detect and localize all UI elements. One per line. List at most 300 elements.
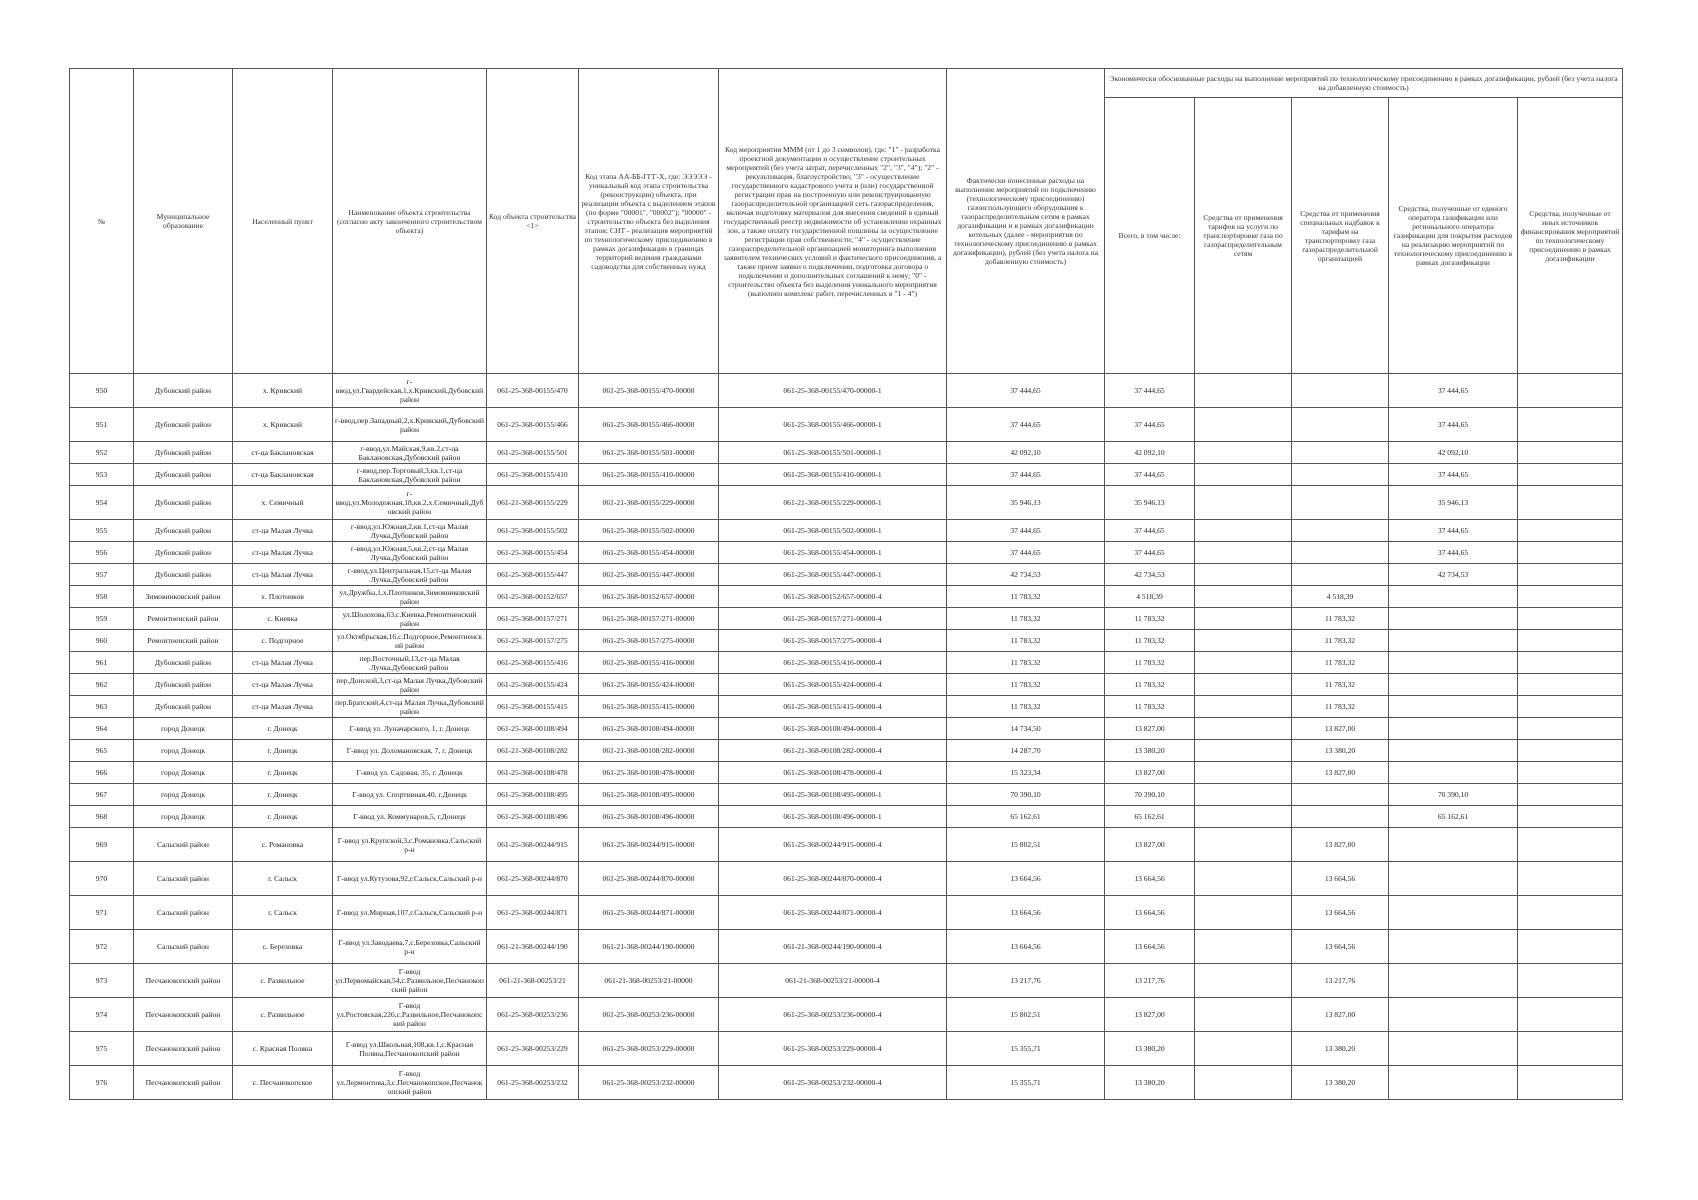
cell-markup: 11 783,32 (1292, 630, 1389, 652)
cell-set: ст-ца Баклановская (233, 464, 333, 486)
cell-no: 964 (70, 718, 134, 740)
cell-tariff (1195, 442, 1292, 464)
cell-total: 42 734,53 (1105, 564, 1195, 586)
cell-no: 959 (70, 608, 134, 630)
cell-other (1518, 442, 1623, 464)
cell-set: с. Развильное (233, 964, 333, 998)
cell-mun: город Донецк (134, 806, 233, 828)
table-row (70, 1032, 1623, 1066)
cell-tariff (1195, 740, 1292, 762)
cell-tariff (1195, 520, 1292, 542)
cell-mun: Сальский район (134, 930, 233, 964)
cell-operator (1389, 930, 1518, 964)
cell-markup: 13 827,00 (1292, 998, 1389, 1032)
gasification-costs-table (69, 68, 1623, 1100)
cell-mun: Дубовский район (134, 442, 233, 464)
cell-operator: 37 444,65 (1389, 374, 1518, 408)
cell-event: 061-25-368-00253/232-00000-4 (719, 1066, 947, 1100)
cell-obj: 061-25-368-00155/447 (487, 564, 579, 586)
cell-tariff (1195, 374, 1292, 408)
cell-name: Г-ввод ул. Садовая, 35, г. Донецк (333, 762, 487, 784)
cell-stage: 061-21-368-00244/190-00000 (579, 930, 719, 964)
cell-markup: 13 827,00 (1292, 828, 1389, 862)
cell-operator (1389, 652, 1518, 674)
cell-markup (1292, 486, 1389, 520)
cell-mun: Дубовский район (134, 542, 233, 564)
cell-obj: 061-25-368-00244/870 (487, 862, 579, 896)
cell-stage: 061-21-368-00108/282-00000 (579, 740, 719, 762)
cell-set: с. Подгорное (233, 630, 333, 652)
cell-set: ст-ца Малая Лучка (233, 696, 333, 718)
cell-no: 971 (70, 896, 134, 930)
cell-name: Г-ввод ул. Луначарского, 1, г. Донецк (333, 718, 487, 740)
cell-stage: 061-25-368-00253/232-00000 (579, 1066, 719, 1100)
cell-obj: 061-25-368-00108/495 (487, 784, 579, 806)
cell-obj: 061-25-368-00244/871 (487, 896, 579, 930)
cell-actual: 14 287,70 (947, 740, 1105, 762)
cell-markup (1292, 464, 1389, 486)
cell-markup: 13 664,56 (1292, 896, 1389, 930)
cell-other (1518, 586, 1623, 608)
cell-stage: 061-25-368-00157/271-00000 (579, 608, 719, 630)
cell-mun: Сальский район (134, 828, 233, 862)
table-row (70, 520, 1623, 542)
cell-event: 061-25-368-00253/229-00000-4 (719, 1032, 947, 1066)
cell-no: 969 (70, 828, 134, 862)
cell-event: 061-25-368-00155/415-00000-4 (719, 696, 947, 718)
cell-mun: город Донецк (134, 740, 233, 762)
cell-tariff (1195, 586, 1292, 608)
cell-tariff (1195, 1066, 1292, 1100)
table-row (70, 542, 1623, 564)
cell-total: 13 664,56 (1105, 862, 1195, 896)
cell-event: 061-25-368-00108/478-00000-4 (719, 762, 947, 784)
cell-markup: 13 380,20 (1292, 1032, 1389, 1066)
cell-mun: Сальский район (134, 862, 233, 896)
cell-event: 061-21-368-00108/282-00000-4 (719, 740, 947, 762)
cell-event: 061-25-368-00108/495-00000-1 (719, 784, 947, 806)
cell-event: 061-25-368-00108/496-00000-1 (719, 806, 947, 828)
cell-event: 061-25-368-00244/870-00000-4 (719, 862, 947, 896)
cell-other (1518, 862, 1623, 896)
table-row (70, 930, 1623, 964)
cell-total: 13 827,00 (1105, 828, 1195, 862)
cell-set: с. Развильное (233, 998, 333, 1032)
cell-name: пер.Братский,4,ст-ца Малая Лучка,Дубовский район (333, 696, 487, 718)
cell-other (1518, 1032, 1623, 1066)
cell-operator: 70 390,10 (1389, 784, 1518, 806)
cell-no: 957 (70, 564, 134, 586)
cell-stage: 061-25-368-00157/275-00000 (579, 630, 719, 652)
col-header-stage-code: Код этапа АА-ББ-ГГГ-Х, где: ЭЭЭЭЭ - уникальный код этапа строительства (реконструкции) объекта, при реализации объекта с выделением этапов (по форме "00001", "00002"); "00000" - строительство объекта без выделения этапов; СНТ - реализация мероприятий по технологическому присоединению в рамках догазификации в границах территорий ведения гражданами садоводства для собственных нужд (579, 69, 719, 374)
cell-mun: Дубовский район (134, 696, 233, 718)
cell-mun: Дубовский район (134, 652, 233, 674)
table-row (70, 896, 1623, 930)
cell-tariff (1195, 784, 1292, 806)
cell-tariff (1195, 674, 1292, 696)
cell-mun: Дубовский район (134, 464, 233, 486)
cell-markup: 11 783,32 (1292, 674, 1389, 696)
cell-no: 968 (70, 806, 134, 828)
cell-set: х. Кривский (233, 374, 333, 408)
cell-mun: Песчанокопский район (134, 1066, 233, 1100)
cell-mun: город Донецк (134, 762, 233, 784)
cell-other (1518, 652, 1623, 674)
cell-other (1518, 998, 1623, 1032)
cell-operator (1389, 630, 1518, 652)
cell-other (1518, 520, 1623, 542)
cell-other (1518, 762, 1623, 784)
cell-no: 967 (70, 784, 134, 806)
cell-total: 37 444,65 (1105, 520, 1195, 542)
cell-no: 956 (70, 542, 134, 564)
cell-obj: 061-25-368-00244/915 (487, 828, 579, 862)
cell-markup: 13 664,56 (1292, 862, 1389, 896)
cell-actual: 14 734,50 (947, 718, 1105, 740)
cell-set: г. Донецк (233, 806, 333, 828)
cell-tariff (1195, 806, 1292, 828)
cell-mun: Дубовский район (134, 374, 233, 408)
cell-total: 37 444,65 (1105, 464, 1195, 486)
cell-event: 061-21-368-00253/21-00000-4 (719, 964, 947, 998)
cell-actual: 15 355,71 (947, 1032, 1105, 1066)
table-row (70, 964, 1623, 998)
cell-set: г. Донецк (233, 762, 333, 784)
cell-mun: Песчанокопский район (134, 998, 233, 1032)
cell-name: г-ввод,ул.Молодежная,18,кв.2,х.Семичный,Дубовский район (333, 486, 487, 520)
cell-set: с. Киевка (233, 608, 333, 630)
col-header-municipality: Муниципальное образование (134, 69, 233, 374)
cell-no: 974 (70, 998, 134, 1032)
cell-stage: 061-25-368-00253/229-00000 (579, 1032, 719, 1066)
cell-event: 061-25-368-00152/657-00000-4 (719, 586, 947, 608)
table-row (70, 828, 1623, 862)
cell-stage: 061-25-368-00244/871-00000 (579, 896, 719, 930)
cell-name: Г-ввод ул.Заводаева,7,с.Березовка,Сальский р-н (333, 930, 487, 964)
cell-total: 11 783,32 (1105, 630, 1195, 652)
cell-tariff (1195, 542, 1292, 564)
cell-tariff (1195, 1032, 1292, 1066)
cell-set: с. Романовка (233, 828, 333, 862)
cell-set: ст-ца Малая Лучка (233, 564, 333, 586)
cell-obj: 061-25-368-00155/424 (487, 674, 579, 696)
cell-total: 13 380,20 (1105, 740, 1195, 762)
cell-total: 13 827,00 (1105, 762, 1195, 784)
cell-total: 11 783,32 (1105, 652, 1195, 674)
cell-event: 061-25-368-00155/502-00000-1 (719, 520, 947, 542)
cell-markup (1292, 374, 1389, 408)
cell-operator (1389, 1032, 1518, 1066)
cell-mun: Дубовский район (134, 674, 233, 696)
table-row (70, 862, 1623, 896)
cell-markup (1292, 408, 1389, 442)
table-row (70, 652, 1623, 674)
table-row (70, 784, 1623, 806)
cell-markup (1292, 806, 1389, 828)
cell-set: х. Кривский (233, 408, 333, 442)
cell-no: 954 (70, 486, 134, 520)
cell-name: Г-ввод ул. Доломановская, 7, г. Донецк (333, 740, 487, 762)
cell-stage: 061-25-368-00155/501-00000 (579, 442, 719, 464)
cell-no: 973 (70, 964, 134, 998)
cell-actual: 13 664,56 (947, 930, 1105, 964)
cell-event: 061-25-368-00155/470-00000-1 (719, 374, 947, 408)
cell-mun: Дубовский район (134, 520, 233, 542)
cell-markup: 13 827,00 (1292, 718, 1389, 740)
cell-markup: 13 217,76 (1292, 964, 1389, 998)
cell-stage: 061-25-368-00155/454-00000 (579, 542, 719, 564)
table-row (70, 630, 1623, 652)
cell-set: с. Березовка (233, 930, 333, 964)
cell-operator (1389, 586, 1518, 608)
cell-actual: 15 802,51 (947, 998, 1105, 1032)
cell-stage: 061-21-368-00155/229-00000 (579, 486, 719, 520)
cell-actual: 13 217,76 (947, 964, 1105, 998)
table-row (70, 586, 1623, 608)
cell-no: 976 (70, 1066, 134, 1100)
cell-name: Г-ввод ул. Коммунаров,5, г.Донецк (333, 806, 487, 828)
cell-other (1518, 408, 1623, 442)
cell-total: 13 664,56 (1105, 896, 1195, 930)
cell-total: 13 217,76 (1105, 964, 1195, 998)
table-row (70, 442, 1623, 464)
cell-name: Г-ввод ул.Крупской,3,с.Романовка,Сальский р-н (333, 828, 487, 862)
cell-set: г. Донецк (233, 740, 333, 762)
cell-event: 061-25-368-00244/871-00000-4 (719, 896, 947, 930)
cell-tariff (1195, 896, 1292, 930)
cell-no: 951 (70, 408, 134, 442)
cell-actual: 42 734,53 (947, 564, 1105, 586)
cell-obj: 061-25-368-00253/236 (487, 998, 579, 1032)
cell-name: г-ввод,ул.Южная,2,кв.1,ст-ца Малая Лучка,Дубовский район (333, 520, 487, 542)
cell-other (1518, 608, 1623, 630)
cell-other (1518, 464, 1623, 486)
cell-operator: 35 946,13 (1389, 486, 1518, 520)
cell-total: 11 783,32 (1105, 674, 1195, 696)
cell-stage: 061-25-368-00152/657-00000 (579, 586, 719, 608)
cell-obj: 061-21-368-00155/229 (487, 486, 579, 520)
cell-event: 061-25-368-00155/416-00000-4 (719, 652, 947, 674)
cell-event: 061-25-368-00155/454-00000-1 (719, 542, 947, 564)
cell-set: х. Семичный (233, 486, 333, 520)
cell-markup (1292, 520, 1389, 542)
cell-name: Г-ввод ул.Мирная,107,г.Сальск,Сальский р-н (333, 896, 487, 930)
cell-tariff (1195, 964, 1292, 998)
cell-markup: 11 783,32 (1292, 652, 1389, 674)
cell-actual: 37 444,65 (947, 374, 1105, 408)
cell-name: ул.Октябрьская,16,с.Подгорное,Ремонтненский район (333, 630, 487, 652)
cell-mun: город Донецк (134, 718, 233, 740)
cell-stage: 061-25-368-00155/502-00000 (579, 520, 719, 542)
cell-set: ст-ца Малая Лучка (233, 674, 333, 696)
cell-name: пер.Восточный,13,ст-ца Малая Лучка,Дубовский район (333, 652, 487, 674)
cell-total: 65 162,61 (1105, 806, 1195, 828)
cell-other (1518, 630, 1623, 652)
cell-name: г-ввод,ул.Центральная,15,ст-ца Малая Лучка,Дубовский район (333, 564, 487, 586)
cell-operator (1389, 964, 1518, 998)
cell-actual: 13 664,56 (947, 862, 1105, 896)
cell-other (1518, 806, 1623, 828)
cell-actual: 37 444,65 (947, 542, 1105, 564)
cell-actual: 11 783,32 (947, 586, 1105, 608)
cell-name: г-ввод,ул.Гвардейская,1,х.Кривский,Дубовский район (333, 374, 487, 408)
cell-other (1518, 564, 1623, 586)
table-row (70, 674, 1623, 696)
cell-stage: 061-25-368-00108/494-00000 (579, 718, 719, 740)
cell-tariff (1195, 696, 1292, 718)
cell-other (1518, 674, 1623, 696)
table-row (70, 408, 1623, 442)
cell-name: Г-ввод ул.Кутузова,92,г.Сальск,Сальский р-н (333, 862, 487, 896)
cell-tariff (1195, 464, 1292, 486)
table-row (70, 564, 1623, 586)
cell-obj: 061-25-368-00155/466 (487, 408, 579, 442)
cell-actual: 11 783,32 (947, 608, 1105, 630)
cell-set: х. Плотников (233, 586, 333, 608)
cell-name: ул.Шолохова,63,с.Киевка,Ремонтненский район (333, 608, 487, 630)
cell-actual: 11 783,32 (947, 696, 1105, 718)
cell-name: Г-ввод ул.Ростовская,226,с.Развильное,Песчанокопский район (333, 998, 487, 1032)
cell-set: г. Донецк (233, 718, 333, 740)
cell-operator: 42 734,53 (1389, 564, 1518, 586)
cell-total: 13 664,56 (1105, 930, 1195, 964)
cell-obj: 061-25-368-00155/415 (487, 696, 579, 718)
col-header-event-code: Код мероприятия МММ (от 1 до 3 символов), где: "1" - разработка проектной документации и осуществление строительных мероприятий (без учета затрат, перечисленных "2", "3", "4"); "2" - рекультивация, благоустройство; "3" - осуществление государственного кадастрового учета и (или) государственной регистрации прав на построенную или реконструированную газораспределительной организацией сеть газораспределения, включая подготовку материалов для внесения сведений в единый государственный реестр недвижимости об установлении охранных зон, а также оплату государственной пошлины за осуществление регистрации прав собственности; "4" - осуществление газораспределительной организацией мониторинга выполнения заявителем технических условий и фактического присоединения, а также прием заявки о подключении, подготовка договора о подключении и дополнительных соглашений к нему; "0" - строительство объекта без выделения уникального мероприятия (выполнен комплекс работ, перечисленных в "1 - 4") (719, 69, 947, 374)
cell-no: 960 (70, 630, 134, 652)
cell-name: Г-ввод ул.Лермонтова,3,с.Песчанокопское,Песчанокопский район (333, 1066, 487, 1100)
cell-stage: 061-25-368-00155/410-00000 (579, 464, 719, 486)
cell-total: 13 827,00 (1105, 998, 1195, 1032)
cell-obj: 061-25-368-00108/494 (487, 718, 579, 740)
cell-markup (1292, 564, 1389, 586)
cell-set: с. Красная Поляна (233, 1032, 333, 1066)
cell-set: г. Сальск (233, 862, 333, 896)
cell-set: ст-ца Баклановская (233, 442, 333, 464)
cell-actual: 13 664,56 (947, 896, 1105, 930)
cell-tariff (1195, 762, 1292, 784)
cell-set: ст-ца Малая Лучка (233, 520, 333, 542)
cell-operator (1389, 762, 1518, 784)
col-header-other: Средства, полученные от иных источников финансирования мероприятий по технологическому присоединению в рамках догазификации (1518, 98, 1623, 374)
cell-stage: 061-25-368-00108/495-00000 (579, 784, 719, 806)
cell-no: 952 (70, 442, 134, 464)
cell-set: с. Песчанокопское (233, 1066, 333, 1100)
cell-total: 37 444,65 (1105, 542, 1195, 564)
cell-set: ст-ца Малая Лучка (233, 542, 333, 564)
cell-stage: 061-25-368-00244/915-00000 (579, 828, 719, 862)
cell-total: 37 444,65 (1105, 408, 1195, 442)
cell-operator (1389, 608, 1518, 630)
cell-set: г. Донецк (233, 784, 333, 806)
cell-actual: 35 946,13 (947, 486, 1105, 520)
cell-no: 963 (70, 696, 134, 718)
cell-other (1518, 828, 1623, 862)
cell-event: 061-25-368-00155/410-00000-1 (719, 464, 947, 486)
cell-operator (1389, 740, 1518, 762)
cell-event: 061-25-368-00155/466-00000-1 (719, 408, 947, 442)
cell-tariff (1195, 486, 1292, 520)
cell-obj: 061-25-368-00108/496 (487, 806, 579, 828)
table-row (70, 806, 1623, 828)
cell-tariff (1195, 630, 1292, 652)
cell-other (1518, 1066, 1623, 1100)
cell-total: 42 092,10 (1105, 442, 1195, 464)
cell-other (1518, 896, 1623, 930)
cell-set: ст-ца Малая Лучка (233, 652, 333, 674)
col-header-object-name: Наименование объекта строительства (согласно акту законченного строительством объекта) (333, 69, 487, 374)
cell-event: 061-25-368-00155/424-00000-4 (719, 674, 947, 696)
cell-name: г-ввод,пер.Торговый,3,кв.1,ст-ца Баклановская,Дубовский район (333, 464, 487, 486)
cell-stage: 061-21-368-00253/21-00000 (579, 964, 719, 998)
cell-operator (1389, 896, 1518, 930)
cell-tariff (1195, 828, 1292, 862)
cell-stage: 061-25-368-00253/236-00000 (579, 998, 719, 1032)
cell-stage: 061-25-368-00155/416-00000 (579, 652, 719, 674)
cell-tariff (1195, 408, 1292, 442)
cell-obj: 061-21-368-00253/21 (487, 964, 579, 998)
cell-obj: 061-25-368-00157/275 (487, 630, 579, 652)
cell-operator: 37 444,65 (1389, 520, 1518, 542)
table-row (70, 762, 1623, 784)
cell-name: Г-ввод ул.Первомайская,54,с.Развильное,Песчанокопский район (333, 964, 487, 998)
cell-name: ул.Дружбы,1,х.Плотников,Зимовниковский район (333, 586, 487, 608)
col-header-operator: Средства, полученные от единого оператора газификации или регионального оператора газификации для покрытия расходов на реализацию мероприятий по технологическому присоединению в рамках догазификации (1389, 98, 1518, 374)
table-row (70, 740, 1623, 762)
cell-event: 061-25-368-00157/271-00000-4 (719, 608, 947, 630)
cell-actual: 15 355,71 (947, 1066, 1105, 1100)
cell-markup: 13 664,56 (1292, 930, 1389, 964)
cell-mun: Ремонтненский район (134, 630, 233, 652)
cell-total: 70 390,10 (1105, 784, 1195, 806)
document-sheet (69, 68, 1623, 1100)
cell-name: Г-ввод ул.Школьная,108,кв.1,с.Красная Поляна,Песчанокопский район (333, 1032, 487, 1066)
cell-operator (1389, 998, 1518, 1032)
cell-operator (1389, 862, 1518, 896)
cell-tariff (1195, 998, 1292, 1032)
cell-other (1518, 930, 1623, 964)
cell-stage: 061-25-368-00108/496-00000 (579, 806, 719, 828)
cell-actual: 15 802,51 (947, 828, 1105, 862)
cell-actual: 11 783,32 (947, 630, 1105, 652)
cell-mun: Дубовский район (134, 564, 233, 586)
cell-event: 061-25-368-00253/236-00000-4 (719, 998, 947, 1032)
cell-obj: 061-25-368-00157/271 (487, 608, 579, 630)
cell-mun: город Донецк (134, 784, 233, 806)
cell-other (1518, 542, 1623, 564)
cell-actual: 11 783,32 (947, 652, 1105, 674)
cell-stage: 061-25-368-00108/478-00000 (579, 762, 719, 784)
cell-tariff (1195, 930, 1292, 964)
table-row (70, 696, 1623, 718)
table-row (70, 486, 1623, 520)
cell-actual: 70 390,10 (947, 784, 1105, 806)
cell-stage: 061-25-368-00155/447-00000 (579, 564, 719, 586)
cell-markup: 4 518,39 (1292, 586, 1389, 608)
cell-event: 061-21-368-00244/190-00000-4 (719, 930, 947, 964)
cell-markup: 11 783,32 (1292, 608, 1389, 630)
cell-name: г-ввод,ул.Майская,9,кв.2,ст-ца Баклановская,Дубовский район (333, 442, 487, 464)
cell-total: 13 380,20 (1105, 1066, 1195, 1100)
cell-mun: Зимовниковский район (134, 586, 233, 608)
cell-operator (1389, 696, 1518, 718)
cell-total: 13 380,20 (1105, 1032, 1195, 1066)
cell-stage: 061-25-368-00155/424-00000 (579, 674, 719, 696)
cell-no: 961 (70, 652, 134, 674)
cell-markup: 13 380,20 (1292, 1066, 1389, 1100)
cell-operator: 37 444,65 (1389, 464, 1518, 486)
cell-mun: Песчанокопский район (134, 1032, 233, 1066)
cell-event: 061-25-368-00155/447-00000-1 (719, 564, 947, 586)
